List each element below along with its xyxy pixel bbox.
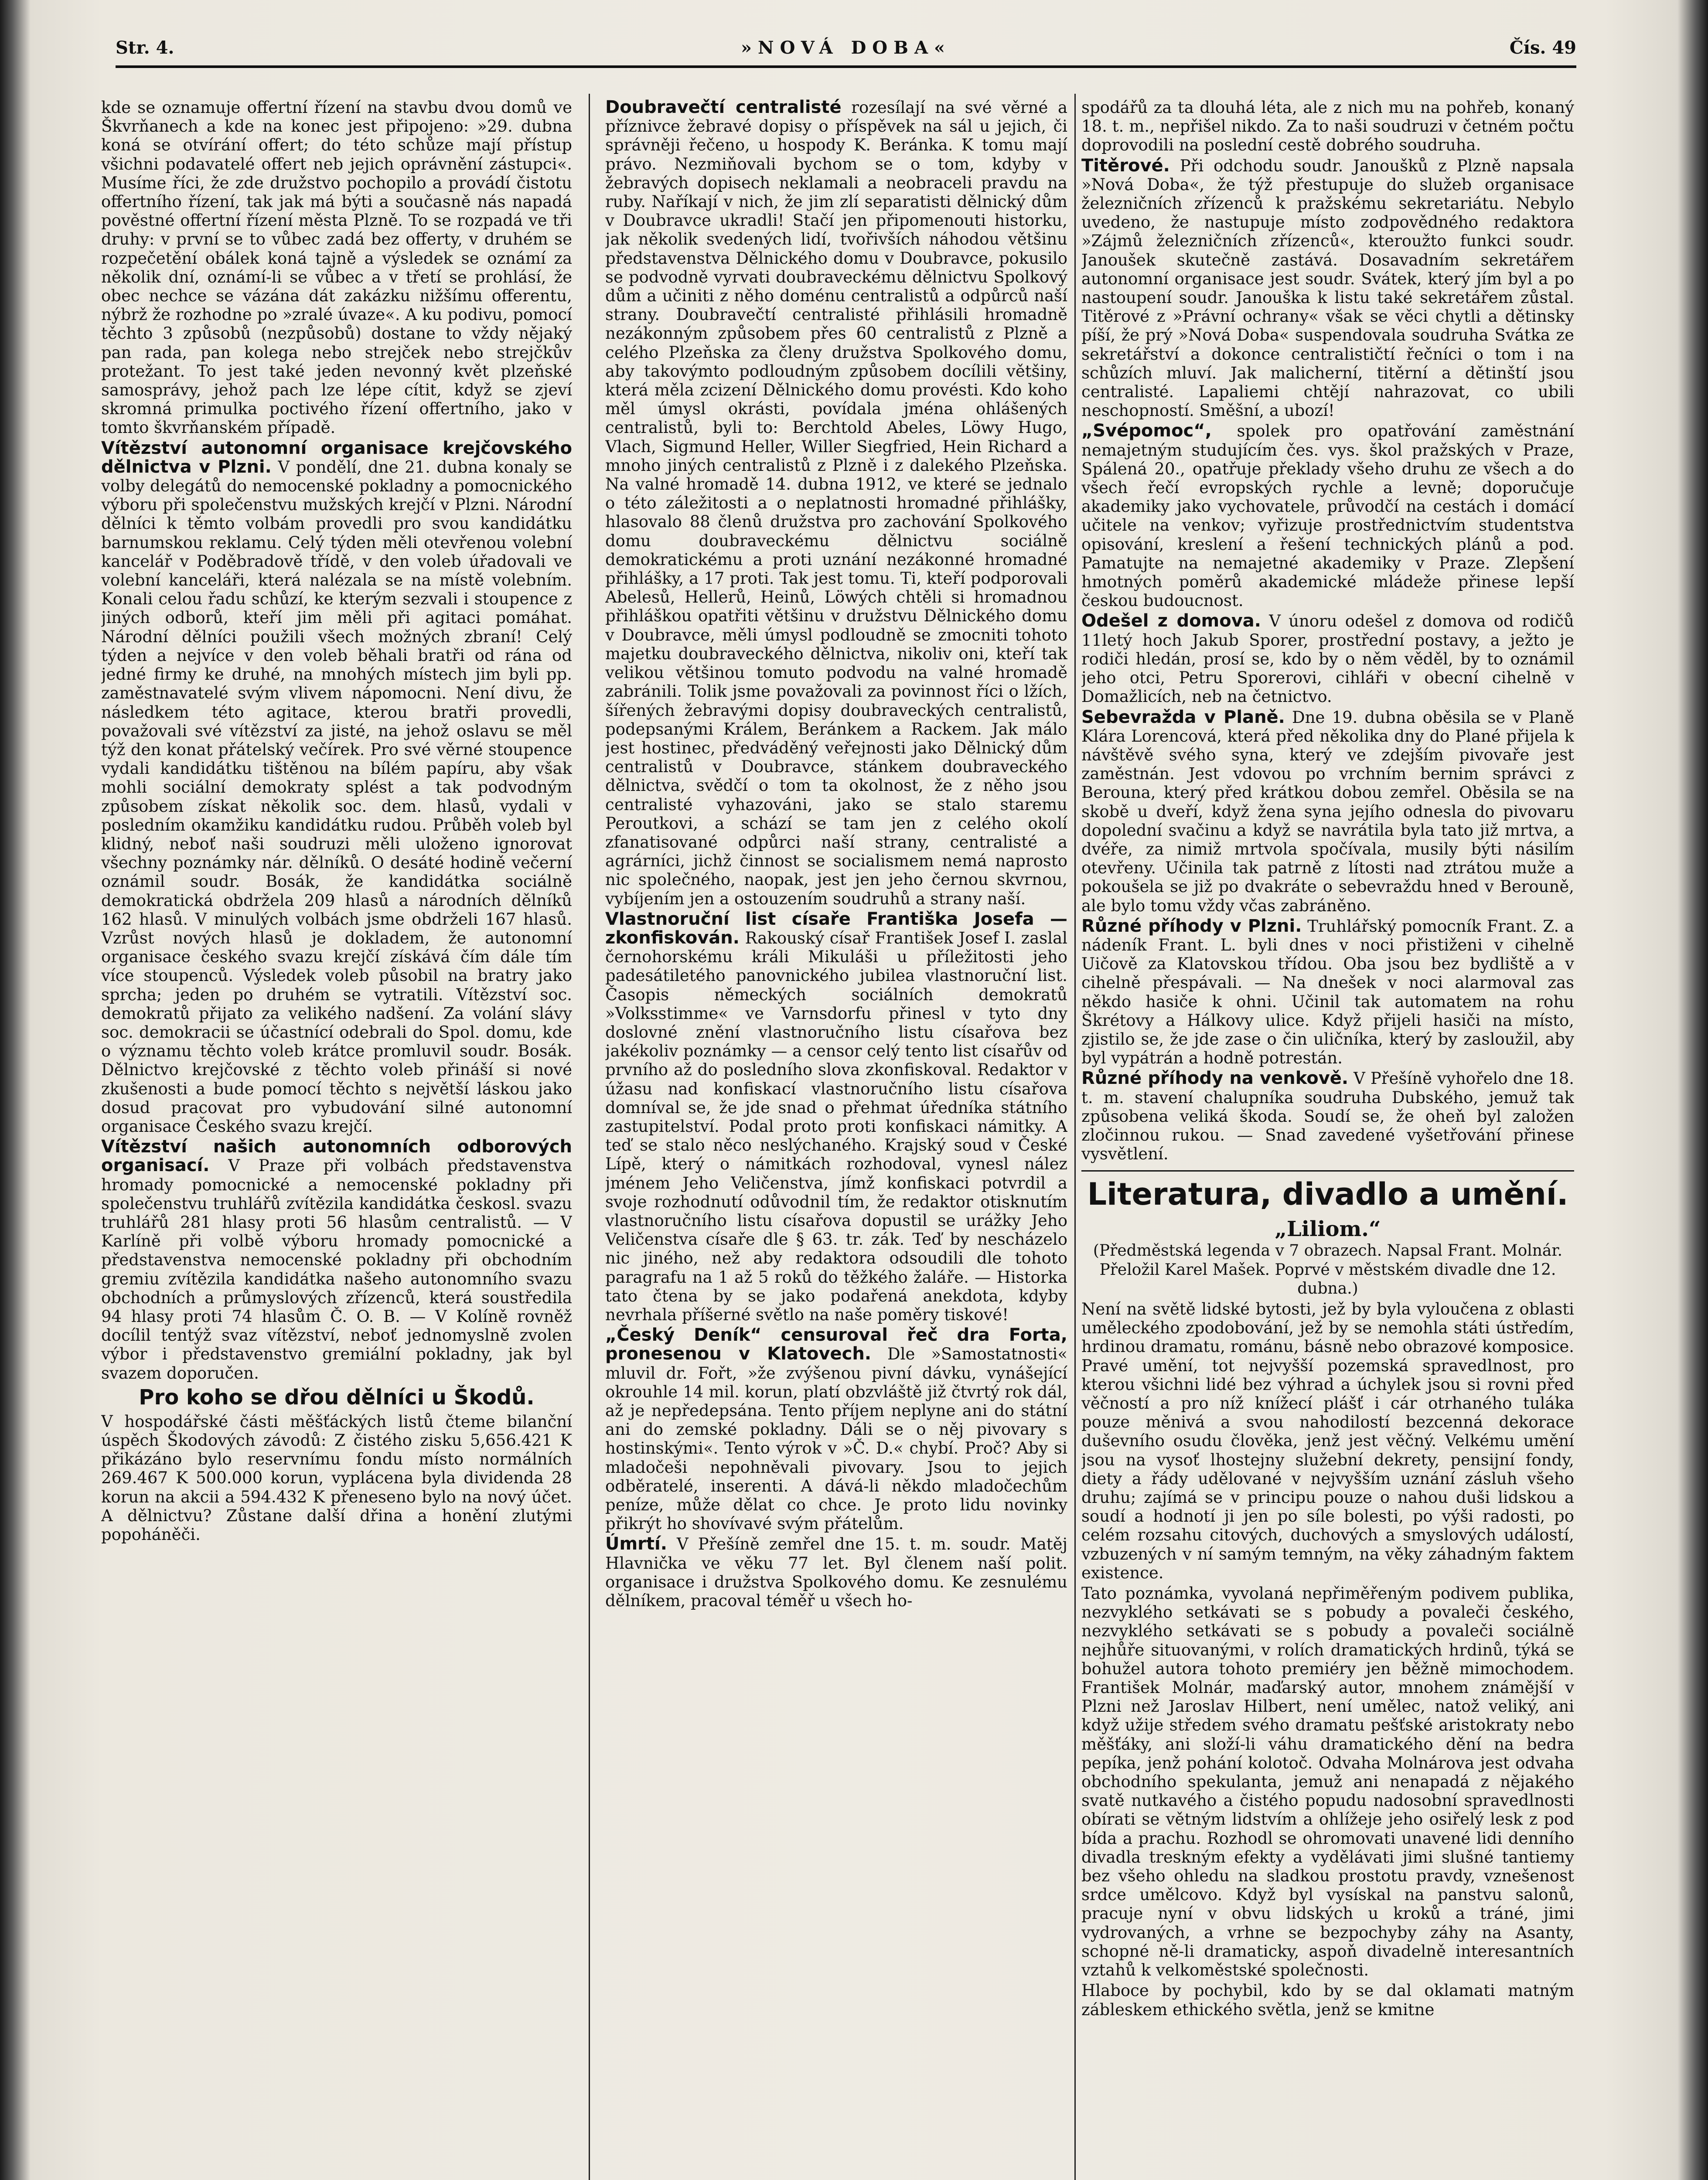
article-heading: Odešel z domova. [1081,611,1261,631]
review-subtitle: (Předměstská legenda v 7 obrazech. Napsal Frant. Molnár. Přeložil Karel Mašek. Poprvé v městském divadle dne 12. dubna.) [1093,1242,1563,1298]
article-paragraph: Rakouský císař František Josef I. zaslal černohorskému králi Mikuláši u příležitosti jeho padesátiletého panovnického jubilea vlastnoruční list. Časopis německých sociálních demokratů »Volksstimme« ve Varnsdorfu přinesl v tyto dny doslovné znění vlastnoručního listu císařova bez jakékoliv poznámky — a censor celý tento list císařův od prvního až do posledního slova zkonfiskoval. Redaktor v úžasu nad konfiskací vlastnoručního listu císařova domníval se, že jde snad o přehmat úředníka státního zastupitelství. Podal proto proti konfiskaci námitky. A teď se stalo něco neslýchaného. Krajský soud v České Lípě, který o námitkách rozhodoval, vynesl nález jménem Jeho Veličenstva, jímž konfiskaci potvrdil a svoje rozhodnutí odůvodnil tím, že redaktor otisknutím vlastnoručního listu císařova dopustil se urážky Jeho Veličenstva císaře dle § 63. tr. zák. Teď by nescházelo nic jiného, než aby redaktora odsoudili dle tohoto paragrafu na 1 až 5 roků do těžkého žaláře. — Historka tato čtena by se jako podařená anekdota, kdyby nevrhala příšerné světlo na naše poměry tiskové! [605,928,1067,1324]
page-number: Str. 4. [116,37,174,58]
article-paragraph: V hospodářské části měšťáckých listů čteme bilanční úspěch Škodových závodů: Z čistého zisku 5,656.421 K přikázáno bylo reservnímu fondu místo normálních 269.467 K 500.000 korun, vyplácena byla dividenda 28 korun na akcii a 594.432 K přeneseno bylo na nový účet. A dělnictvu? Zůstane další dřina a honění zlutými popoháněči. [101,1412,572,1544]
article-heading: Doubravečtí centralisté [605,98,842,117]
article-heading: „Svépomoc“, [1081,421,1212,441]
page-header [116,31,1576,68]
article-heading: Titěrové. [1081,155,1170,176]
article-paragraph: Dle »Samostatnosti« mluvil dr. Fořt, »že zvýšenou pivní dávku, vynášející okrouhle 14 mil. korun, platí obzvláště již čtvrtý rok dál, až je nepředepsána. Tento příjem neplyne ani do státní ani do zemské pokladny. Dáli se o něj pivovary s hostinskými«. Tento výrok v »Č. D.« chybí. Proč? Aby si mladočeši nepohněvali pivovary. Jsou to jejich odběratelé, inserenti. A dává-li někdo mladočechům peníze, může dělat co chce. Je proto lidu novinky přikrýt ho shovívavé svým přátelům. [605,1345,1067,1533]
article-paragraph: spolek pro opatřování zaměstnání nemajetným studujícím čes. vys. škol pražských v Praze, Spálená 20., opatřuje překlady všeho druhu ze všech a do všech řečí evropských rychle a levně; doporučuje akademiky jako vychovatele, průvodčí na cestách i domácí učitele na venkov; vyřizuje prostřednictvím studentstva opisování, kreslení a řešení technických plánů a pod. Pamatujte na nemajetné akademiky v Praze. Zlepšení hmotných poměrů akademické mládeže přinese lepší českou budoucnost. [1081,422,1574,610]
column-rule [1074,94,1076,2180]
article-heading: Sebevražda v Planě. [1081,707,1285,727]
article-heading: Vlastnoruční list císaře Františka Josefa — zkonfiskován. [605,909,1067,948]
article-paragraph: V pondělí, dne 21. dubna konaly se volby delegátů do nemocenské pokladny a pomocnického výboru při společenstvu mužských krejčí v Plzni. Národní dělníci k těmto volbám provedli pro svou kandidátku barnumskou reklamu. Celý týden měli otevřenou volební kancelář v Poděbradově třídě, v den voleb úřadovali ve volební kanceláři, která nalézala se na místě volebním. Konali celou řadu schůzí, ke kterým sezvali i stoupence z jiných odborů, kteří jim měli při agitaci pomáhat. Národní dělníci použili všech možných zbraní! Celý týden a nejvíce v den voleb běhali bratři od rána od jedné firmy ke druhé, na mnohých místech jim byli pp. zaměstnavatelé svým vlivem nápomocni. Není divu, že následkem této agitace, kterou bratři provedli, považovali své vítězství za jisté, na jehož oslavu se měl týž den konat přátelský večírek. Pro své věrné stoupence vydali kandidátku tištěnou na bílém papíru, aby však mohli sociální demokraty splést a tak podvodným způsobem získat několik soc. dem. hlasů, vydali v posledním okamžiku kandidátku rudou. Průběh voleb byl klidný, neboť naši soudruzi měli uloženo ignorovat všechny poznámky nár. dělníků. O desáté hodině večerní oznámil soudr. Bosák, že kandidátka sociálně demokratická obdržela 209 hlasů a národních dělníků 162 hlasů. V minulých volbách jsme obdrželi 167 hlasů. Vzrůst nových hlasů je dokladem, že autonomní organisace českého svazu krejčí získává čím dále tím více stoupenců. Výsledek voleb působil na bratry jako sprcha; jeden po druhém se vytratili. Vítězství soc. demokratů přijato za velikého nadšení. Za volání slávy soc. demokracii se účastnící odebrali do Spol. domu, kde o významu těchto voleb krátce promluvil soudr. Bosák. Dělnictvo krejčovské z těchto voleb přináší si nové zkušenosti a bude pomocí těchto s největší láskou jako dosud pracovat pro vybudování silné autonomní organisace Českého svazu krejčí. [101,457,572,1136]
article-heading: Úmrtí. [605,1534,667,1554]
article-heading: „Český Deník“ censuroval řeč dra Forta, pronesenou v Klatovech. [605,1325,1067,1364]
article-heading: Pro koho se dřou dělníci u Škodů. [139,1385,535,1410]
article-paragraph: rozesílají na své věrné a příznivce žebravé dopisy o příspěvek na sál u jejich, či správněji řečeno, u hospody K. Beránka. K tomu mají právo. Nezmiňovali bychom se o tom, kdyby v žebravých dopisech neklamali a neobraceli pravdu na ruby. Naříkají v nich, že jim zlí separatisti dělnický dům v Doubravce ukradli! Stačí jen připomenouti historku, jak několik svedených lidí, tvořivších náhodou většinu představenstva Dělnického domu v Doubravce, pokusilo se podvodně vyrvati doubraveckému dělnictvu Spolkový dům a učiniti z něho doménu centralistů a odpůrců naší strany. Doubravečtí centralisté přihlásili hromadně nezákonným způsobem přes 60 centralistů z Plzně a celého Plzeňska za členy družstva Spolkového domu, aby takovýmto podloudným způsobem docílili většiny, která měla zcizení Dělnického domu provésti. Kdo koho měl úmysl okrásti, povídala jména ohlášených centralistů, byli to: Berchtold Abeles, Löwy Hugo, Vlach, Sigmund Heller, Willer Siegfried, Hein Richard a mnoho jiných centralistů z Plzně i z dalekého Plzeňska. Na valné hromadě 14. dubna 1912, ve které se jednalo o této záležitosti a o neplatnosti hromadné přihlášky, hlasovalo 88 členů družstva pro zachování Spolkového domu doubraveckému dělnictvu sociálně demokratickému a proti uznání nezákonné hromadné přihlášky, a 17 proti. Tak jest tomu. Ti, kteří podporovali Abelesů, Hellerů, Heinů, Löwých chtěli si hromadnou přihláškou opatřiti většinu v družstvu Dělnického domu v Doubravce, měli úmysl podloudně se zmocniti tohoto majetku doubraveckého dělnictva, nikoliv oni, kteří tak velikou většinou tomuto podvodu na valné hromadě zabránili. Tolik jsme považovali za povinnost říci o lžích, šířených žebravými dopisy doubraveckých centralistů, podepsanými Králem, Beránkem a Rackem. Jak málo jest hostinec, předváděný veřejnosti jako Dělnický dům centralistů v Doubravce, stánkem doubraveckého dělnictva, svědčí o tom ta okolnost, že z něho jsou centralisté vyhazováni, jako se stalo staremu Peroutkovi, a schází se tam jen z celého okolí zfanatisované odpůrci naší strany, centralisté a agrárníci, jichž činnost se socialismem nemá naprosto nic společného, naopak, jest jen jeho černou skvrnou, vybíjením jen a ostouzením soudruhů a strany naší. [605,98,1067,908]
issue-number: Čís. 49 [1509,37,1576,58]
article-paragraph: V únoru odešel z domova od rodičů 11letý hoch Jakub Sporer, prostřední postavy, a ježto je rodiči hledán, prosí se, kdo by o něm věděl, by to oznámil jeho otci, Petru Sporerovi, cihláři v obecní cihelně v Domažlicích, neb na četnictvo. [1081,612,1574,706]
article-paragraph: kde se oznamuje offertní řízení na stavbu dvou domů ve Škvrňanech a kde na konec jest připojeno: »29. dubna koná se otvírání offert; do této schůze mají přístup všichni podavatelé offert neb jejich oprávnění zástupci«. Musíme říci, že zde družstvo pochopilo a provádí čistotu offertního řízení, tak jak má býti a současně nás napadá pověstné offertní řízení města Plzně. To se rozpadá ve tři druhy: v první se to vůbec zadá bez offerty, v druhém se rozpečetění obálek koná tajně a výsledek se oznámí za několik dní, oznámí-li se vůbec a v třetí se prohlásí, že obec nechce se vázána dát zakázku nižšímu offerentu, nýbrž že rozhodne po »zralé úvaze«. A ku podivu, pomocí těchto 3 způsobů (nezpůsobů) dostane to vždy nějaký pan rada, pan kolega nebo strejček nebo strejčkův protežant. To jest také jeden nevonný květ plzeňské samosprávy, jehož pach lze lépe cítit, když se zjeví skromná primulka poctivého řízení offertního, jako v tomto škvrňanském případě. [101,98,572,437]
article-paragraph: Není na světě lidské bytosti, jež by byla vyloučena z oblasti uměleckého zpodobování, jež by se nemohla státi ústředím, hrdinou dramatu, románu, básně nebo obrazové komposice. Pravé umění, tot nejvyšší pozemská spravedlnost, pro kterou všichni lidé bez výhrad a úchylek jsou si rovni před věčností a pro níž knížecí plášť i cár otrhaného tuláka pouze měnivá a svou nahodilostí bezcenná dekorace duševního osudu člověka, jenž jest věčný. Velkému umění jsou na vysoť lhostejny služební dekrety, pensijní fondy, diety a řády udělované v nejvyšším uznání zásluh všeho druhu; zajímá se v principu pouze o nahou duši lidskou a soudí a hodnotí ji jen po síle bolesti, po výši radosti, po celém rozsahu citových, duchových a smyslových událostí, vzbuzených v ní samým temným, na věky záhadným faktem existence. [1081,1299,1574,1582]
article-paragraph: Truhlářský pomocník Frant. Z. a nádeník Frant. L. byli dnes v noci přistiženi v cihelně Uičově za Klatovskou třídou. Oba jsou bez bydliště a v cihelně přespávali. — Na dnešek v noci alarmoval zas někdo hasiče k ohni. Učinil tak automatem na rohu Škrétovy a Hálkovy ulice. Když přijeli hasiči na místo, zjistilo se, že jde zase o čin uličníka, který by zasloužil, aby byl vypátrán a hodně potrestán. [1081,916,1574,1068]
article-paragraph: Hlaboce by pochybil, kdo by se dal oklamati matným zábleskem ethického světla, jenž se kmitne [1081,1981,1574,2019]
scan-edge-right [1677,0,1708,2180]
column-rule [589,94,590,2180]
article-paragraph: Tato poznámka, vyvolaná nepřiměřeným podivem publika, nezvyklého setkávati se s pobudy a povaleči českého, nezvyklého setkávati se s pobudy a povaleči sociálně nejhůře situovanými, v rolích dramatických hrdinů, týká se bohužel autora tohoto premiéry jen běžně mimochodem. František Molnár, maďarský autor, mnohem známější v Plzni než Jaroslav Hilbert, není umělec, natož veliký, ani když užije středem svého dramatu pešťské aristokraty nebo měšťáky, ani složí-li váhu dramatického dění na bedra pepíka, jenž pohání kolotoč. Odvaha Molnárova jest odvaha obchodního spekulanta, jemuž ani nenapadá z nějakého svatě nutkavého a čistého popudu nadosobní spravedlnosti obírati se větným lidstvím a ohlížeje jeho osiřelý lesk z pod bída a prachu. Rozhodl se ohromovati unavené lidi denního divadla treskným efekty a vydělávati jimi slušné tantiemy bez všeho ohledu na sladkou prostotu pravdy, vznešenost srdce umělcovo. Když byl vysískal na panstvu salonů, pracuje nyní v obvu lidských u kroků a tráné, jimi vydrovaných, a vrhne se bezpochyby záhy na Asanty, schopné ně-li dramaticky, aspoň divadelně interesantních vztahů k velkoměstské společnosti. [1081,1584,1574,1980]
article-paragraph: spodářů za ta dlouhá léta, ale z nich mu na pohřeb, konaný 18. t. m., nepřišel nikdo. Za to naši soudruzi v četném počtu doprovodili na poslední cestě dobrého soudruha. [1081,98,1574,155]
article-paragraph: Při odchodu soudr. Janoušků z Plzně napsala »Nová Doba«, že týž přestupuje do služeb organisace železničních zřízenců k pražskému sekretariátu. Nebylo uvedeno, že nastupuje místo zodpovědného redaktora »Zájmů železničních zřízenců«, kteroužto funkci soudr. Janoušek skutečně zastává. Dosavadním sekretářem autonomní organisace jest soudr. Svátek, který jím byl a po nastoupení soudr. Janouška k listu také sekretářem zůstal. Titěrové z »Právní ochrany« však se věci chytli a dětinsky píší, že prý »Nová Doba« suspendovala soudruha Svátka ze sekretářství a dokonce centralističtí řečníci o tom i na schůzích mluví. Jak malicherní, titěrní a dětinští jsou centralisté. Lapaliemi chtějí nahrazovat, co ubili neschopností. Směšní, a ubozí! [1081,156,1574,420]
article-paragraph: V Přešíně zemřel dne 15. t. m. soudr. Matěj Hlavnička ve věku 77 let. Byl členem naší polit. organisace i družstva Spolkového domu. Ke zesnulému dělníkem, pracoval téměř u všech ho- [605,1535,1067,1611]
article-heading: Různé příhody v Plzni. [1081,916,1302,936]
masthead: »NOVÁ DOBA« [741,37,951,58]
review-title: „Liliom.“ [1275,1217,1381,1242]
column-2 [605,98,1067,2180]
column-1 [101,98,572,2180]
column-3 [1081,98,1574,2180]
article-heading: Vítězství našich autonomních odborových organisací. [101,1137,572,1176]
article-paragraph: V Praze při volbách představenstva hromady pomocnické a nemocenské pokladny při společenstvu truhlářů zvítězila kandidátka českosl. svazu truhlářů 281 hlasy proti 56 hlasům centralistů. — V Karlíně při volbě výboru hromady pomocnické a představenstva nemocenské pokladny při obchodním gremiu zvítězila kandidátka našeho autonomního svazu obchodních a průmyslových zřízenců, která soustředila 94 hlasy proti 74 hlasům Č. O. B. — V Kolíně rovněž docílil tentýž svaz vítězství, neboť jednomyslně zvolen výbor i představenstvo gremiální pokladny, jak byl svazem doporučen. [101,1156,572,1383]
article-paragraph: Dne 19. dubna oběsila se v Planě Klára Lorencová, která před několika dny do Plané přijela k návštěvě svého syna, který ve zdejším pivovaře jest zaměstnán. Jest vdovou po vrchním bernim správci z Berouna, který před krátkou dobou zemřel. Oběsila se na skobě u dveří, když žena syna jejího odnesla do pivovaru dopolední svačinu a když se navrátila byla tato již mrtva, a dvéře, za nimiž mrtvola spočívala, musily býti násilím otevřeny. Učinila tak patrně z lítosti nad ztrátou muže a pokoušela se již po dvakráte o sebevraždu hned v Berouně, ale bylo tomu vždy včas zabráněno. [1081,708,1574,915]
article-heading: Různé příhody na venkově. [1081,1068,1349,1089]
article-heading: Vítězství autonomní organisace krejčovského dělnictva v Plzni. [101,438,572,477]
scan-edge-left [0,0,31,2180]
article-paragraph: V Přešíně vyhořelo dne 18. t. m. stavení chalupníka soudruha Dubského, jemuž tak způsobena veliká škoda. Soudí se, že oheň byl založen zločinnou rukou. — Snad zavedené vyšetřování přinese vysvětlení. [1081,1069,1574,1164]
section-heading: Literatura, divadlo a umění. [1081,1170,1574,1213]
